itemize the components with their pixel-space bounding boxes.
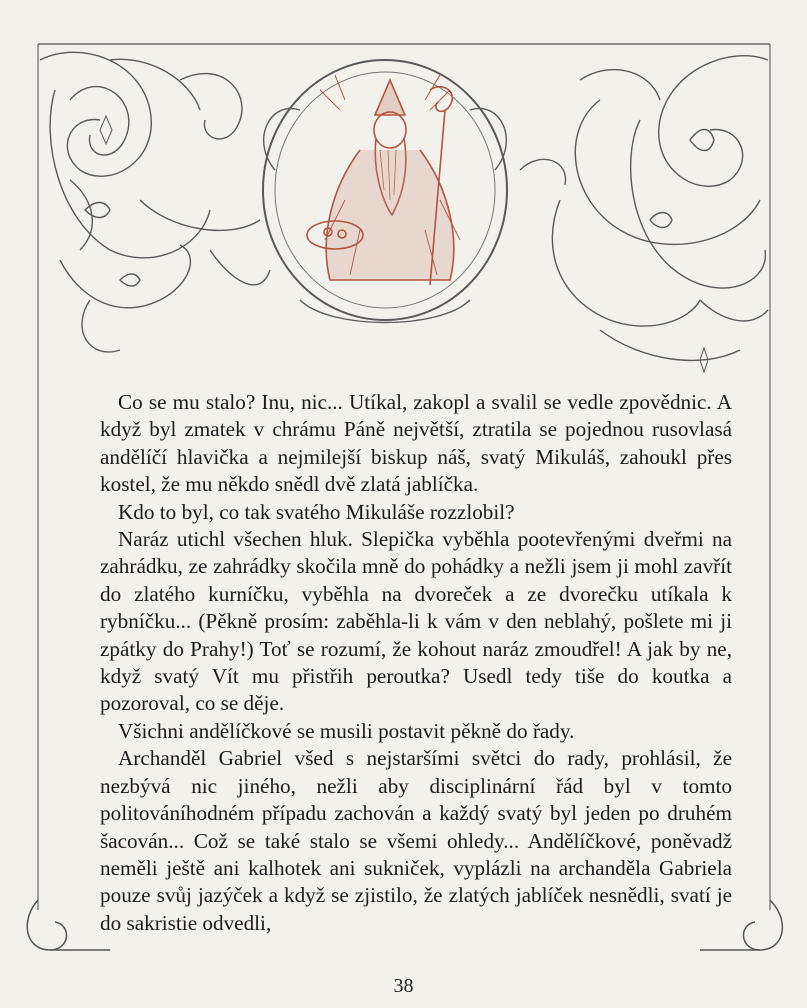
paragraph-5: Archanděl Gabriel všed s nejstaršími světci do rady, prohlásil, že nezbývá nic jiného, nežli aby disciplinární řád byl v tomto politováníhodném případu zachován a každý svatý byl jeden po druhém šacován... Což se také stalo se všemi ohledy... Andělíčkové, poněvadž neměli ještě ani kalhotek ani sukniček, vyplázli na archanděla Gabriela pouze svůj jazýček a když se zjistilo, že zlatých jablíček nesnědli, svatí je do sakristie odvedli, [100, 746, 732, 935]
saint-nicholas-illustration [307, 75, 460, 285]
paragraph-3: Naráz utichl všechen hluk. Slepička vyběhla pootevřenými dveřmi na zahrádku, ze zahrádky skočila mně do pohádky a nežli jsem ji mohl zavřít do zlatého kurníčku, vyběhla na dvoreček a ze dvorečku utíkala k rybníčku... (Pěkně prosím: zaběhla-li k vám v den neblahý, pošlete mi ji zpátky do Prahy!) Toť se rozumí, že kohout naráz zmoudřel! A jak by ne, když svatý Vít mu přistřih peroutka? Usedl tedy tiše do koutka a pozoroval, co se děje. [100, 527, 732, 716]
body-text [100, 389, 732, 937]
bottom-left-curl [27, 900, 110, 950]
paragraph-2: Kdo to byl, co tak svatého Mikuláše rozzlobil? [118, 499, 515, 524]
left-ornament [40, 52, 270, 352]
paragraph-4: Všichni andělíčkové se musili postavit pěkně do řady. [118, 718, 575, 743]
page-number: 38 [393, 975, 414, 997]
right-ornament [520, 56, 768, 372]
paragraph-1: Co se mu stalo? Inu, nic... Utíkal, zakopl a svalil se vedle zpovědnic. A když byl zmatek v chrámu Páně největší, ztratila se pojednou rusovlasá andělíčí hlavička a nejmilejší biskup náš, svatý Mikuláš, zahoukl přes kostel, že mu někdo snědl dvě zlatá jablíčka. [100, 390, 732, 497]
